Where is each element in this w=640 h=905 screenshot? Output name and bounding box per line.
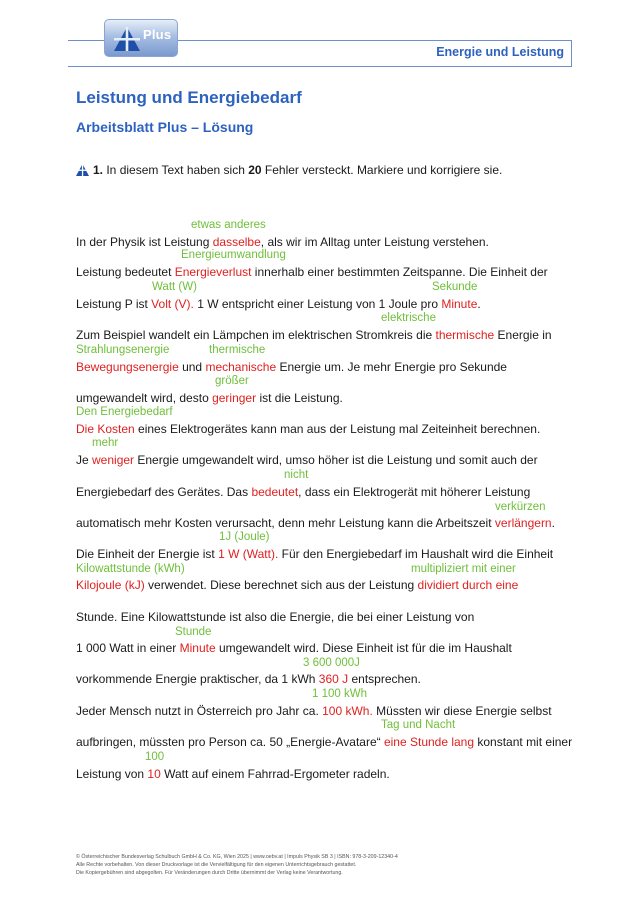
correction-3a: Watt (W): [152, 281, 197, 293]
correction-8: mehr: [92, 437, 119, 449]
task-text-after: Fehler versteckt. Markiere und korrigiere sie.: [261, 163, 503, 177]
correction-5b: thermische: [209, 344, 266, 356]
correction-15: 1 100 kWh: [312, 688, 367, 700]
correction-9: nicht: [284, 469, 309, 481]
task-count: 20: [248, 163, 262, 177]
text-line-7: Die Kosten eines Elektrogerätes kann man aus der Leistung mal Zeiteinheit berechnen.: [76, 422, 541, 436]
text-line-6: umgewandelt wird, desto geringer ist die Leistung.: [76, 391, 343, 405]
page-title: Leistung und Energiebedarf: [76, 88, 302, 107]
correction-11: 1J (Joule): [219, 531, 270, 543]
correction-14: 3 600 000J: [303, 657, 360, 669]
correction-12b: multipliziert mit einer: [411, 563, 516, 575]
correction-16: Tag und Nacht: [381, 719, 456, 731]
correction-4: elektrische: [381, 312, 436, 324]
text-line-15: vorkommende Energie praktischer, da 1 kWh 360 J entsprechen.: [76, 672, 421, 686]
error-6: geringer: [212, 391, 257, 405]
error-18: 10: [147, 767, 161, 781]
error-15: 360 J: [318, 672, 349, 686]
correction-13: Stunde: [175, 626, 212, 638]
error-9: bedeutet: [251, 485, 299, 499]
error-3a: Volt (V).: [151, 297, 194, 311]
text-line-17: aufbringen, müssten pro Person ca. 50 „Energie-Avatare“ eine Stunde lang konstant mit einer: [76, 735, 573, 749]
error-12b: dividiert durch eine: [417, 578, 519, 592]
error-3b: Minute: [441, 297, 478, 311]
error-11: 1 W (Watt).: [218, 547, 279, 561]
task-number: 1.: [93, 163, 104, 177]
correction-17: 100: [145, 751, 165, 763]
header-rule-vertical: [571, 40, 572, 67]
text-line-12: Kilojoule (kJ) verwendet. Diese berechnet sich aus der Leistung dividiert durch eine: [76, 578, 519, 592]
correction-6: größer: [215, 375, 249, 387]
text-line-11: Die Einheit der Energie ist 1 W (Watt). Für den Energiebedarf im Haushalt wird die Einheit: [76, 547, 554, 561]
pyramid-icon: [76, 164, 89, 176]
plus-logo: [104, 19, 178, 57]
task-instruction: [76, 163, 502, 177]
text-line-8: Je weniger Energie umgewandelt wird, umso höher ist die Leistung und somit auch der: [76, 453, 538, 467]
error-17: eine Stunde lang: [383, 735, 475, 749]
footer-line-3: Die Kopiergebühren sind abgegolten. Für Veränderungen durch Dritte übernimmt der Verlag keine Verantwortung.: [76, 870, 343, 876]
text-line-16: Jeder Mensch nutzt in Österreich pro Jahr ca. 100 kWh. Müssten wir diese Energie selbst: [76, 704, 552, 718]
error-10: verlängern: [494, 516, 552, 530]
correction-3b: Sekunde: [432, 281, 478, 293]
correction-2: Energieumwandlung: [181, 249, 286, 261]
text-line-1: In der Physik ist Leistung dasselbe, als wir im Alltag unter Leistung verstehen.: [76, 235, 489, 249]
section-title: Energie und Leistung: [436, 45, 564, 59]
logo-text: Plus: [143, 27, 172, 42]
footer: [76, 853, 398, 877]
error-16: 100 kWh.: [322, 704, 373, 718]
error-2: Energieverlust: [174, 265, 252, 279]
text-line-14: 1 000 Watt in einer Minute umgewandelt wird. Diese Einheit ist für die im Haushalt: [76, 641, 512, 655]
header-rule-right: [178, 40, 572, 41]
footer-line-1: © Österreichischer Bundesverlag Schulbuch GmbH & Co. KG, Wien 2025 | www.oebv.at | Impuls Physik SB 3 | ISBN: 978-3-209-12340-4: [76, 854, 398, 860]
task-text-before: In diesem Text haben sich: [103, 163, 249, 177]
text-line-9: Energiebedarf des Gerätes. Das bedeutet, dass ein Elektrogerät mit höherer Leistung: [76, 485, 531, 499]
header-rule-bottom: [68, 66, 572, 67]
text-line-5: Bewegungsenergie und mechanische Energie um. Je mehr Energie pro Sekunde: [76, 360, 507, 374]
text-line-18: Leistung von 10 Watt auf einem Fahrrad-Ergometer radeln.: [76, 767, 390, 781]
error-5a: Bewegungsenergie: [76, 360, 179, 374]
correction-1: etwas anderes: [191, 219, 266, 231]
page-subtitle: Arbeitsblatt Plus – Lösung: [76, 119, 254, 135]
correction-5a: Strahlungsenergie: [76, 344, 170, 356]
footer-line-2: Alle Rechte vorbehalten. Von dieser Druckvorlage ist die Vervielfältigung für den eigenen Unterrichtsgebrauch gestattet.: [76, 862, 357, 868]
text-line-2: Leistung bedeutet Energieverlust innerhalb einer bestimmten Zeitspanne. Die Einheit der: [76, 265, 548, 279]
error-14: Minute: [179, 641, 216, 655]
header-rule-left: [68, 40, 104, 41]
error-4: thermische: [435, 328, 495, 342]
correction-7: Den Energiebedarf: [76, 406, 173, 418]
error-8: weniger: [92, 453, 135, 467]
pyramid-logo-icon: [113, 26, 141, 52]
text-line-4: Zum Beispiel wandelt ein Lämpchen im elektrischen Stromkreis die thermische Energie in: [76, 328, 552, 342]
text-line-13: Stunde. Eine Kilowattstunde ist also die Energie, die bei einer Leistung von: [76, 610, 475, 624]
error-1: dasselbe: [212, 235, 261, 249]
correction-10: verkürzen: [495, 501, 546, 513]
error-5b: mechanische: [205, 360, 277, 374]
error-7: Die Kosten: [76, 422, 135, 436]
text-line-3: Leistung P ist Volt (V). 1 W entspricht einer Leistung von 1 Joule pro Minute.: [76, 297, 481, 311]
correction-12a: Kilowattstunde (kWh): [76, 563, 185, 575]
text-line-10: automatisch mehr Kosten verursacht, denn mehr Leistung kann die Arbeitszeit verlängern.: [76, 516, 555, 530]
error-12a: Kilojoule (kJ): [76, 578, 145, 592]
